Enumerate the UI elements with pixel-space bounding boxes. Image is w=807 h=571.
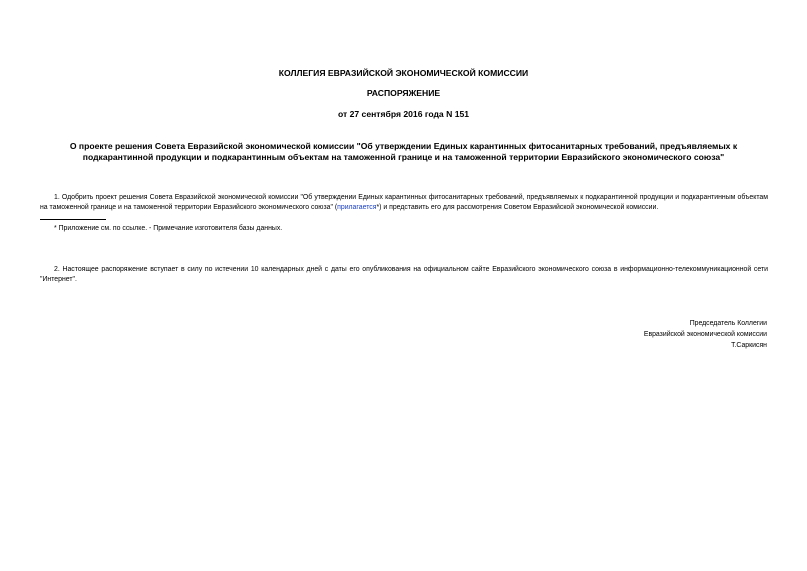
- paragraph-2: 2. Настоящее распоряжение вступает в силу по истечении 10 календарных дней с даты его опубликования на официальном сайте Евразийского экономического союза в информационно-телекоммуникационной сети "Интернет".: [40, 266, 768, 283]
- paragraph-1-text-before: 1. Одобрить проект решения Совета Евразийской экономической комиссии "Об утверждении Единых карантинных фитосанитарных требований, предъявляемых к подкарантинной продукции и подкарантинным объектам на таможенной границе и на таможенной территории Евразийского экономического союза" (: [40, 194, 768, 211]
- signatory-position-line-2: Евразийской экономической комиссии: [643, 331, 767, 338]
- issuing-organization: КОЛЛЕГИЯ ЕВРАЗИЙСКОЙ ЭКОНОМИЧЕСКОЙ КОМИССИИ: [278, 68, 529, 78]
- document-date-number: от 27 сентября 2016 года N 151: [337, 109, 470, 119]
- paragraph-1-text-after: *) и представить его для рассмотрения Советом Евразийской экономической комиссии.: [376, 204, 659, 211]
- signatory-name: Т.Саркисян: [731, 342, 767, 349]
- paragraph-1: [40, 193, 768, 213]
- footnote-divider: [40, 219, 106, 220]
- signatory-position-line-1: Председатель Коллегии: [689, 320, 767, 327]
- attachment-link[interactable]: прилагается: [337, 204, 377, 211]
- signature-block: [644, 318, 767, 351]
- document-title: О проекте решения Совета Евразийской экономической комиссии "Об утверждении Единых карантинных фитосанитарных требований, предъявляемых к подкарантинной продукции и подкарантинным объектам на таможенной границе и на таможенной территории Евразийского экономического союза": [69, 141, 738, 162]
- document-type: РАСПОРЯЖЕНИЕ: [366, 88, 441, 98]
- footnote: * Приложение см. по ссылке. - Примечание изготовителя базы данных.: [54, 225, 283, 232]
